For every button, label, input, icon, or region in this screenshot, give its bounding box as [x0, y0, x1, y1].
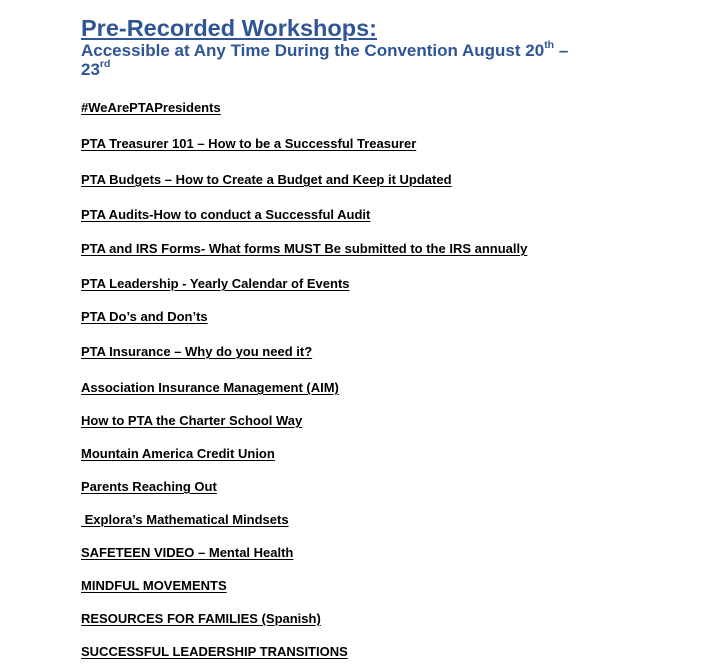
- subtitle-end-ordinal-suffix: rd: [99, 58, 111, 71]
- workshop-link-leadership-transitions[interactable]: SUCCESSFUL LEADERSHIP TRANSITIONS: [81, 644, 348, 659]
- page-title: Pre-Recorded Workshops:: [81, 15, 377, 41]
- workshop-link-charter-school[interactable]: How to PTA the Charter School Way: [81, 413, 303, 428]
- workshop-link-audits[interactable]: PTA Audits-How to conduct a Successful Audit: [81, 207, 371, 222]
- workshop-link-dos-and-donts[interactable]: PTA Do’s and Don’ts: [81, 309, 208, 324]
- workshop-link-irs-forms[interactable]: PTA and IRS Forms- What forms MUST Be submitted to the IRS annually: [81, 241, 528, 256]
- workshop-link-credit-union[interactable]: Mountain America Credit Union: [81, 446, 275, 461]
- page-subtitle: [81, 41, 621, 79]
- workshop-link-safeteen-video[interactable]: SAFETEEN VIDEO – Mental Health: [81, 545, 294, 560]
- workshop-link-parents-reaching-out[interactable]: Parents Reaching Out: [81, 479, 217, 494]
- workshop-link-treasurer-101[interactable]: PTA Treasurer 101 – How to be a Successful Treasurer: [81, 136, 417, 151]
- workshop-link-insurance[interactable]: PTA Insurance – Why do you need it?: [81, 344, 313, 359]
- workshop-link-budgets[interactable]: PTA Budgets – How to Create a Budget and Keep it Updated: [81, 172, 452, 187]
- workshop-link-leadership-calendar[interactable]: PTA Leadership - Yearly Calendar of Events: [81, 276, 350, 291]
- subtitle-text: Accessible at Any Time During the Convention August 20: [81, 41, 545, 60]
- workshop-link-aim[interactable]: Association Insurance Management (AIM): [81, 380, 339, 395]
- subtitle-ordinal-suffix: th: [544, 39, 555, 52]
- workshop-link-explora-math[interactable]: Explora’s Mathematical Mindsets: [81, 512, 289, 527]
- workshop-link-we-are-pta-presidents[interactable]: #WeArePTAPresidents: [81, 100, 221, 115]
- workshop-link-mindful-movements[interactable]: MINDFUL MOVEMENTS: [81, 578, 227, 593]
- subtitle-dash: –: [554, 41, 569, 60]
- workshop-link-resources-spanish[interactable]: RESOURCES FOR FAMILIES (Spanish): [81, 611, 321, 626]
- subtitle-end-date: 23: [81, 60, 100, 79]
